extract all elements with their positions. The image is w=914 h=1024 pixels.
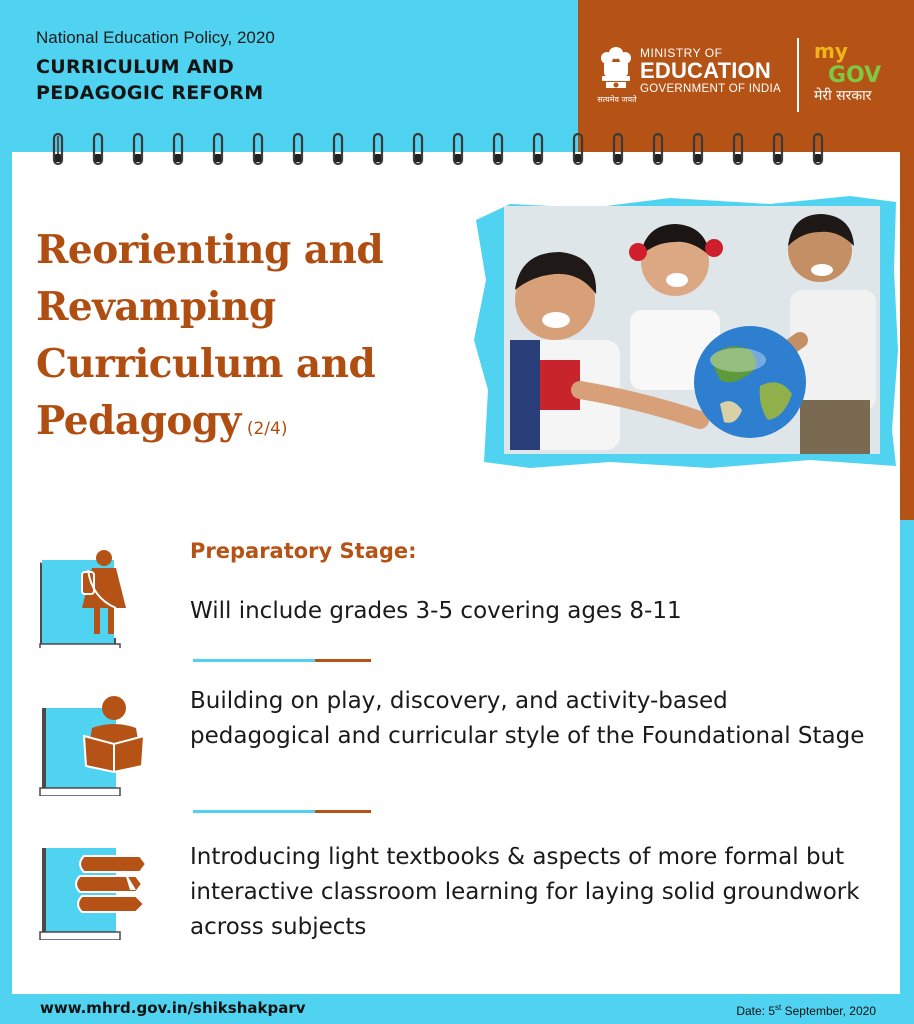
reform-title-line1: CURRICULUM AND: [36, 56, 235, 78]
point-light-textbooks: Introducing light textbooks & aspects of more formal but interactive classroom learning for laying solid groundwork across subjects: [190, 844, 860, 940]
date-prefix: Date: 5: [736, 1004, 776, 1018]
spiral-binding: [0, 130, 914, 170]
reform-title: [36, 54, 275, 106]
separator-1: [193, 659, 371, 662]
footer-url-link[interactable]: www.mhrd.gov.in/shikshakparv: [40, 999, 306, 1017]
headline-line2: Revamping: [36, 284, 276, 330]
ministry-of-label: MINISTRY OF: [640, 46, 723, 60]
headline-line4: Pedagogy: [36, 398, 241, 444]
footer-date: [736, 1003, 876, 1018]
point-grades: Will include grades 3-5 covering ages 8-11: [190, 598, 682, 624]
reading-child-icon: [36, 696, 146, 796]
children-globe-photo: [470, 190, 900, 472]
headline-line1: Reorienting and: [36, 227, 384, 273]
part-indicator: (2/4): [246, 419, 288, 439]
logo-divider: [797, 38, 799, 112]
policy-label: National Education Policy, 2020: [36, 28, 275, 47]
mygov-logo-icon: [814, 40, 896, 84]
mygov-my-text: my: [814, 40, 848, 63]
government-label: GOVERNMENT OF INDIA: [640, 83, 781, 95]
headline: [36, 222, 456, 458]
reform-title-line2: PEDAGOGIC REFORM: [36, 82, 264, 104]
student-girl-icon: [36, 548, 146, 648]
headline-line3: Curriculum and: [36, 341, 376, 387]
mygov-gov-text: GOV: [828, 63, 882, 84]
textbooks-icon: [36, 840, 146, 940]
education-label: EDUCATION: [640, 58, 771, 83]
ministry-logo: [640, 46, 781, 96]
mygov-tagline: मेरी सरकार: [814, 88, 872, 104]
separator-2: [193, 810, 371, 813]
stage-label: Preparatory Stage:: [190, 539, 417, 563]
emblem-caption: सत्यमेव जयते: [597, 95, 637, 104]
point-play-discovery: Building on play, discovery, and activity-based pedagogical and curricular style of the Foundational Stage: [190, 688, 865, 749]
header-titles: [36, 28, 275, 106]
date-suffix: September, 2020: [781, 1004, 876, 1018]
date-sup: st: [775, 1003, 782, 1012]
